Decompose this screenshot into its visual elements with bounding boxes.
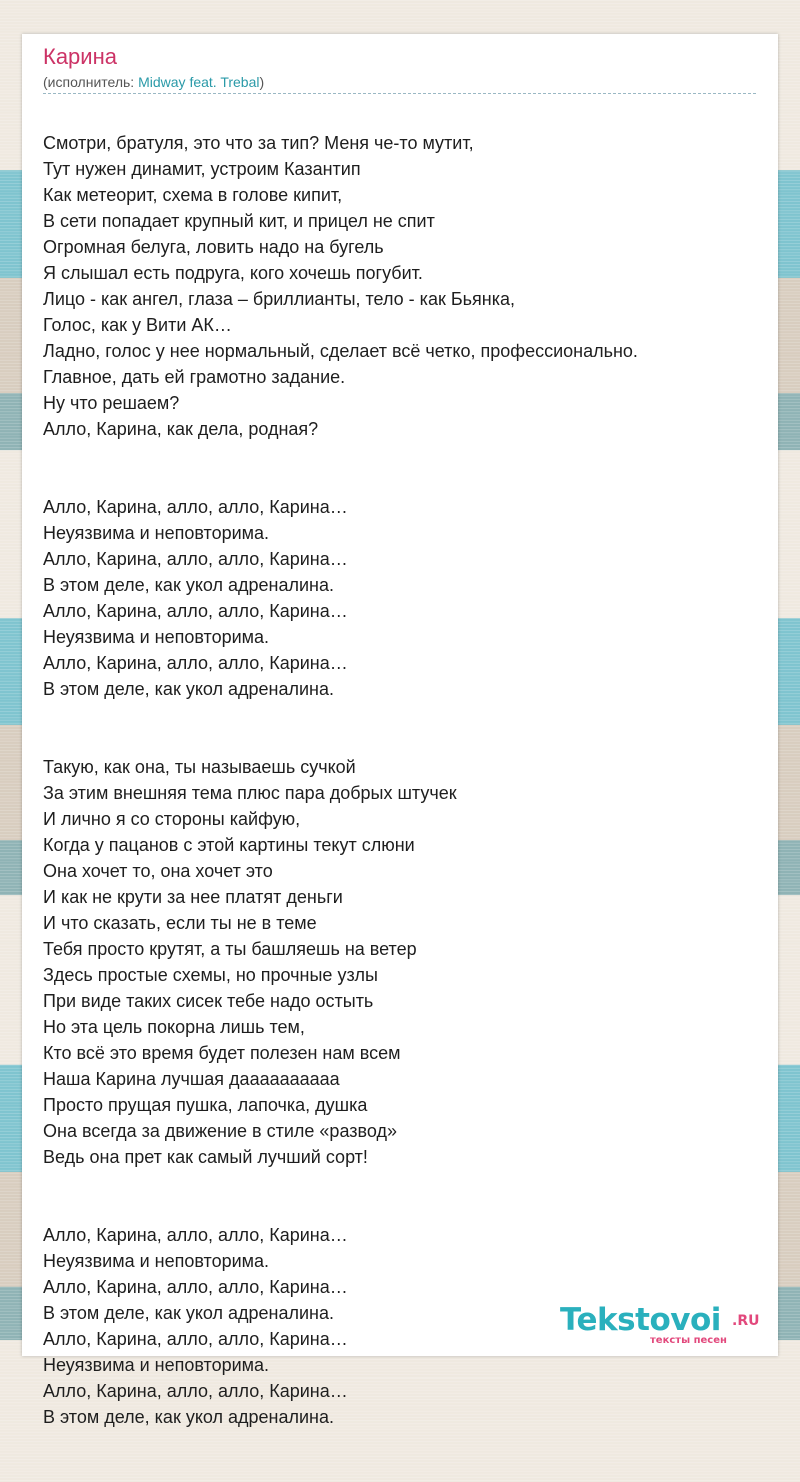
logo-domain: .RU <box>732 1313 760 1329</box>
lyrics-card <box>22 34 778 1427</box>
song-title: Карина <box>43 44 117 69</box>
artist-link[interactable]: Midway feat. Trebal <box>138 74 260 90</box>
lyrics-stanza: Алло, Карина, алло, алло, Карина… Неуязвима и неповторима. Алло, Карина, алло, алло, Карина… В этом деле, как укол адреналина. Алло, Карина, алло, алло, Карина… Неуязвима и неповторима. Алло, Карина, алло, алло, Карина… В этом деле, как укол адреналина. <box>43 1225 348 1427</box>
artist-prefix: (исполнитель: <box>43 74 139 90</box>
lyrics-text <box>43 104 768 1482</box>
lyrics-stanza: Смотри, братуля, это что за тип? Меня че-то мутит, Тут нужен динамит, устроим Казантип Как метеорит, схема в голове кипит, В сети попадает крупный кит, и прицел не спит Огромная белуга, ловить надо на бугель Я слышал есть подруга, кого хочешь погубит. Лицо - как ангел, глаза – бриллианты, тело - как Бьянка, Голос, как у Вити АК… Ладно, голос у нее нормальный, сделает всё четко, профессионально. Главное, дать ей грамотно задание. Ну что решаем? Алло, Карина, как дела, родная? <box>43 133 638 439</box>
logo-wordmark: Tekstovoi <box>560 1302 721 1338</box>
artist-suffix: ) <box>259 74 265 90</box>
artist-line <box>43 73 756 94</box>
lyrics-stanza: Такую, как она, ты называешь сучкой За этим внешняя тема плюс пара добрых штучек И лично я со стороны кайфую, Когда у пацанов с этой картины текут слюни Она хочет то, она хочет это И как не крути за нее платят деньги И что сказать, если ты не в теме Тебя просто крутят, а ты башляешь на ветер Здесь простые схемы, но прочные узлы При виде таких сисек тебе надо остыть Но эта цель покорна лишь тем, Кто всё это время будет полезен нам всем Наша Карина лучшая даааааааааа Просто прущая пушка, лапочка, душка Она всегда за движение в стиле «развод» Ведь она прет как самый лучший сорт! <box>43 757 457 1167</box>
logo-tagline: тексты песен <box>650 1335 727 1346</box>
lyrics-stanza: Алло, Карина, алло, алло, Карина… Неуязвима и неповторима. Алло, Карина, алло, алло, Карина… В этом деле, как укол адреналина. Алло, Карина, алло, алло, Карина… Неуязвима и неповторима. Алло, Карина, алло, алло, Карина… В этом деле, как укол адреналина. <box>43 497 348 699</box>
site-logo[interactable] <box>560 1302 770 1348</box>
